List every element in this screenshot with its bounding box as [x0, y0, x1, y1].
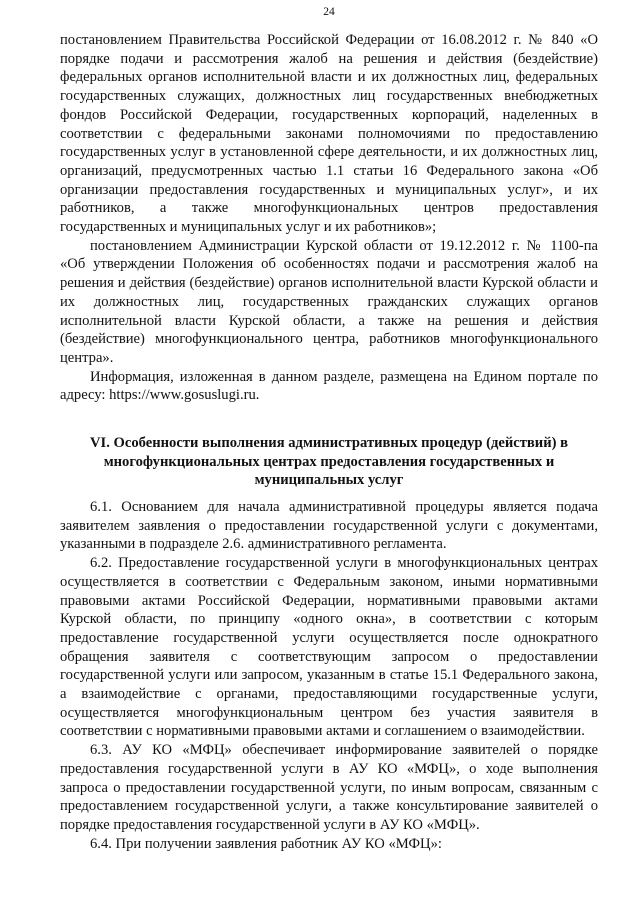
paragraph-portal-info: Информация, изложенная в данном разделе, размещена на Едином портале по адресу: https://www.gosuslugi.ru.	[60, 368, 598, 404]
section-body-block	[60, 498, 598, 853]
paragraph-regional-decree: постановлением Администрации Курской области от 19.12.2012 г. № 1100-па «Об утверждении Положения об особенностях подачи и рассмотрения жалоб на решения и действия (бездействие) органов исполнительной власти Курской области и их должностных лиц, государственных гражданских служащих органов исполнительной власти Курской области, а также на решения и действия (бездействие) многофункционального центра, работников многофункционального центра».	[60, 237, 598, 366]
paragraph-6-3: 6.3. АУ КО «МФЦ» обеспечивает информирование заявителей о порядке предоставления государственной услуги в АУ КО «МФЦ», о ходе выполнения запроса о предоставлении государственной услуги, по иным вопросам, связанным с предоставлением государственной услуги, а также консультирование заявителей о порядке предоставления государственной услуги в АУ КО «МФЦ».	[60, 742, 598, 833]
paragraph-6-1: 6.1. Основанием для начала административной процедуры является подача заявителем заявления о предоставлении государственной услуги с документами, указанными в подразделе 2.6. административного регламента.	[60, 499, 598, 553]
legal-references-block	[60, 31, 598, 405]
section-heading: VI. Особенности выполнения административных процедур (действий) в многофункциональных центрах предоставления государственных и муниципальных услуг	[90, 435, 568, 488]
paragraph-6-4: 6.4. При получении заявления работник АУ КО «МФЦ»:	[90, 835, 442, 852]
paragraph-6-2: 6.2. Предоставление государственной услуги в многофункциональных центрах осуществляется в соответствии с Федеральным законом, иными нормативными правовыми актами Российской Федерации, нормативными правовыми актами Курской области, по принципу «одного окна», в соответствии с которым предоставление государственной услуги осуществляется после однократного обращения заявителя с соответствующим запросом о предоставлении государственной услуги или запросом, указанным в статье 15.1 Федерального закона, а взаимодействие с органами, предоставляющими государственные услуги, осуществляется многофункциональным центром без участия заявителя в соответствии с нормативными правовыми актами и соглашением о взаимодействии.	[60, 555, 598, 740]
paragraph-government-decree: постановлением Правительства Российской Федерации от 16.08.2012 г. № 840 «О порядке подачи и рассмотрения жалоб на решения и действия (бездействие) федеральных органов исполнительной власти и их должностных лиц, федеральных государственных служащих, должностных лиц государственных внебюджетных фондов Российской Федерации, государственных корпораций, наделенных в соответствии с федеральными законами полномочиями по предоставлению государственных услуг в установленной сфере деятельности, и их должностных лиц, организаций, предусмотренных частью 1.1 статьи 16 Федерального закона «Об организации предоставления государственных и муниципальных услуг», и их работников, а также многофункциональных центров предоставления государственных и муниципальных услуг и их работников»;	[60, 32, 598, 236]
page-number: 24	[323, 6, 335, 18]
